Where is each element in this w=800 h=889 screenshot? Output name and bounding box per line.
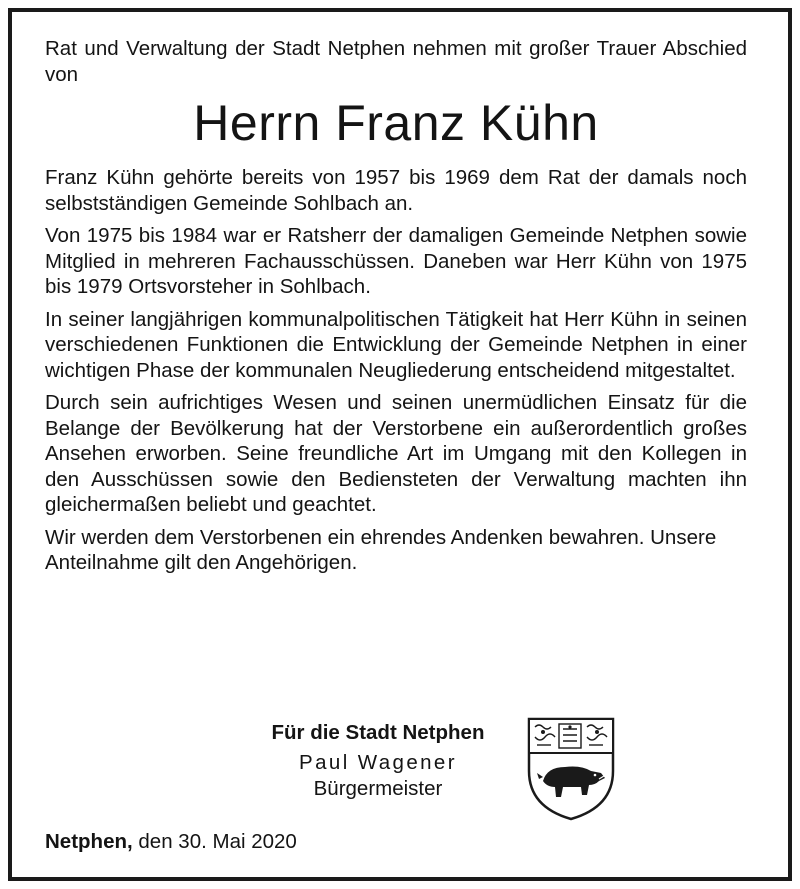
closing-text: Wir werden dem Verstorbenen ein ehrendes Andenken bewahren. Unsere Anteilnahme gilt den Angehörigen. xyxy=(45,525,717,574)
signature-block xyxy=(45,719,747,819)
paragraph-2: Von 1975 bis 1984 war er Ratsherr der damaligen Gemeinde Netphen sowie Mitglied in mehreren Fachausschüssen. Daneben war Herr Kühn von 1975 bis 1979 Ortsvorsteher in Sohlbach. xyxy=(45,224,747,298)
signature-role: Bürgermeister xyxy=(313,777,443,800)
boar-coat-of-arms-icon xyxy=(525,715,617,823)
paragraph-4: Durch sein aufrichtiges Wesen und seinen unermüdlichen Einsatz für die Belange der Bevölkerung hat der Verstorbene ein außerordentlich großes Ansehen erworben. Seine freundliche Art im Umgang mit den Kollegen in den Ausschüssen sowie den Bediensteten der Verwaltung machten ihn gleichermaßen beliebt und geachtet. xyxy=(45,391,747,516)
signature-name: Paul Wagener xyxy=(299,751,457,774)
intro-text: Rat und Verwaltung der Stadt Netphen nehmen mit großer Trauer Abschied von xyxy=(45,37,747,86)
dateline-date: den 30. Mai 2020 xyxy=(138,830,297,853)
paragraph-1: Franz Kühn gehörte bereits von 1957 bis 1969 dem Rat der damals noch selbstständigen Gemeinde Sohlbach an. xyxy=(45,166,747,215)
signature-org: Für die Stadt Netphen xyxy=(271,721,485,744)
obituary-notice xyxy=(45,33,747,853)
dateline xyxy=(45,829,297,855)
paragraph-3: In seiner langjährigen kommunalpolitischen Tätigkeit hat Herr Kühn in seinen verschiedenen Funktionen die Entwicklung der Gemeinde Netphen in einer wichtigen Phase der kommunalen Neugliederung entscheidend mitgestaltet. xyxy=(45,307,747,382)
deceased-name: Herrn Franz Kühn xyxy=(193,95,599,151)
dateline-place: Netphen, xyxy=(45,830,133,853)
